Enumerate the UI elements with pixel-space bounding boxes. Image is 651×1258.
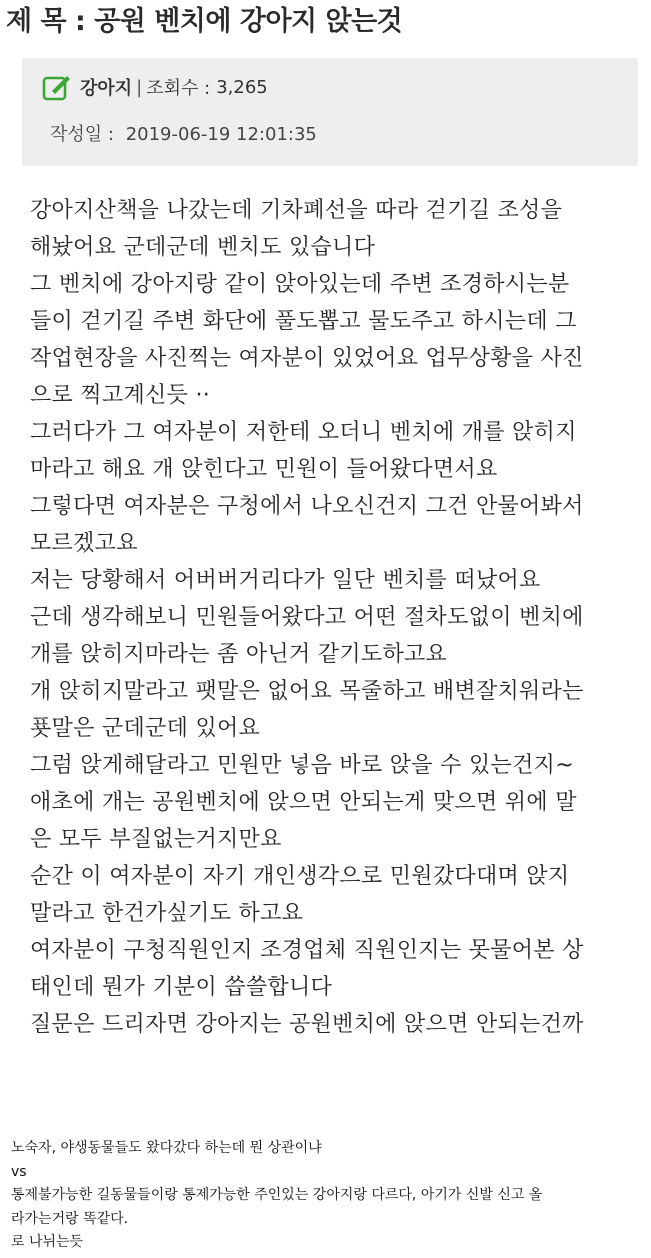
body-line: 개를 앉히지마라는 좀 아닌거 같기도하고요	[30, 642, 448, 667]
post-body	[30, 192, 645, 1080]
meta-separator: |	[136, 76, 143, 98]
body-line: 그 벤치에 강아지랑 같이 앉아있는데 주변 조경하시는분	[30, 272, 570, 297]
body-line: 마라고 해요 개 앉힌다고 민원이 들어왔다면서요	[30, 457, 498, 482]
views-count: 3,265	[216, 76, 268, 98]
caption-text	[11, 1137, 641, 1255]
body-line: 태인데 뭔가 기분이 씁쓸합니다	[30, 975, 333, 1000]
body-line: 순간 이 여자분이 자기 개인생각으로 민원갔다대며 앉지	[30, 864, 570, 889]
body-line: 애초에 개는 공원벤치에 앉으면 안되는게 맞으면 위에 말	[30, 790, 577, 815]
body-line: 강아지산책을 나갔는데 기차폐선을 따라 걷기길 조성을	[30, 198, 563, 223]
caption-line: 라가는거랑 똑같다.	[11, 1210, 129, 1227]
views-label: 조회수 :	[146, 78, 211, 99]
date-label: 작성일 :	[50, 124, 114, 145]
caption-line: 노숙자, 야생동물들도 왔다갔다 하는데 뭔 상관이냐	[11, 1140, 322, 1156]
caption-line: vs	[11, 1163, 27, 1180]
body-line: 여자분이 구청직원인지 조경업체 직원인지는 못물어본 상	[30, 938, 584, 963]
body-line: 그렇다면 여자분은 구청에서 나오신건지 그건 안물어봐서	[30, 494, 584, 519]
body-line: 저는 당황해서 어버버거리다가 일단 벤치를 떠났어요	[30, 568, 541, 593]
body-line: 들이 걷기길 주변 화단에 풀도뽑고 물도주고 하시는데 그	[30, 309, 577, 334]
body-line: 은 모두 부질없는거지만요	[30, 827, 282, 852]
post-info-box	[22, 58, 638, 166]
body-line: 그럼 앉게해달라고 민원만 넣음 바로 앉을 수 있는건지~	[30, 753, 574, 778]
post-date: 2019-06-19 12:01:35	[125, 124, 317, 145]
body-line: 으로 찍고계신듯 ··	[30, 383, 211, 408]
body-line: 그러다가 그 여자분이 저한테 오더니 벤치에 개를 앉히지	[30, 420, 577, 445]
caption-line: 로 나뉘는듯	[11, 1234, 84, 1250]
body-line: 개 앉히지말라고 팻말은 없어요 목줄하고 배변잘치워라는	[30, 679, 584, 704]
caption-line: 통제불가능한 길동물들이랑 통제가능한 주인있는 강아지랑 다르다, 아기가 신발 신고 올	[11, 1187, 543, 1203]
post-meta-row	[42, 72, 268, 102]
body-line: 해놨어요 군데군데 벤치도 있습니다	[30, 235, 376, 260]
body-line: 작업현장을 사진찍는 여자분이 있었어요 업무상황을 사진	[30, 346, 584, 371]
body-line: 모르겠고요	[30, 531, 138, 556]
post-title: 제 목 : 공원 벤치에 강아지 앉는것	[6, 6, 403, 37]
author-name[interactable]: 강아지	[80, 78, 133, 99]
post-date-row	[50, 120, 317, 146]
body-line-cut-off: 질문은 드리자면 강아지는 공원벤치에 앉으면 안되는건까	[30, 1012, 584, 1037]
edit-icon	[42, 73, 72, 101]
body-line: 푯말은 군데군데 있어요	[30, 716, 261, 741]
body-line: 말라고 한건가싶기도 하고요	[30, 901, 304, 926]
body-line: 근데 생각해보니 민원들어왔다고 어떤 절차도없이 벤치에	[30, 605, 584, 630]
